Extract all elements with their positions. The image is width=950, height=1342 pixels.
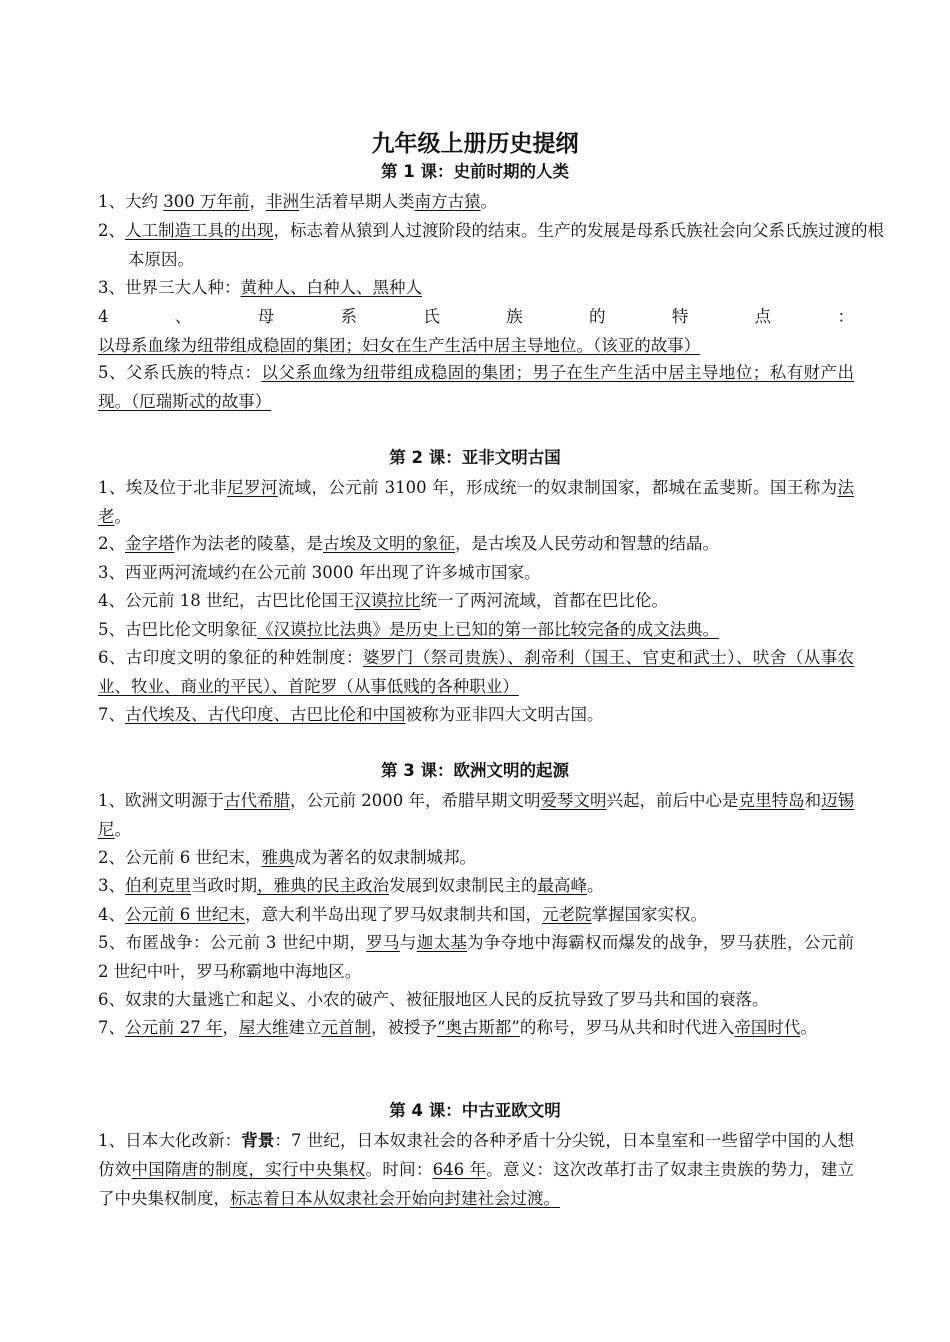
lesson-3-item-4 — [98, 900, 854, 929]
underlined-text: 罗马 — [366, 933, 400, 952]
underlined-text: 屋大维 — [239, 1018, 289, 1037]
text-run: 建立 — [288, 1018, 322, 1037]
text-run: 1、欧洲文明源于 — [98, 791, 225, 810]
lesson-1-item-3 — [98, 273, 854, 302]
lesson-2-heading: 第 2 课：亚非文明古国 — [389, 448, 561, 467]
lesson-4-item-1 — [98, 1126, 854, 1213]
text-run: 与 — [399, 933, 417, 952]
text-run: 和 — [804, 791, 822, 810]
lesson-3-item-6 — [98, 985, 854, 1014]
underlined-text: 非洲 — [266, 192, 299, 211]
underlined-text: 古代埃及、古代印度、古巴比伦和中国 — [125, 705, 406, 724]
underlined-text: 以父系血缘为纽带组成稳固的集团；男子在生产生活中居主导地位；私有财产出现。（厄瑞斯忒的故事） — [98, 363, 855, 411]
text-run: 4、母系氏族的特点： — [98, 307, 854, 326]
lesson-1-item-1 — [98, 187, 854, 216]
underlined-text: 标志着日本从奴隶社会开始向封建社会过渡。 — [230, 1189, 560, 1208]
lesson-1-item-4 — [98, 302, 854, 360]
underlined-text: 法老 — [98, 478, 855, 526]
underlined-text: 爱琴文明 — [540, 791, 607, 810]
underlined-text: 《汉谟拉比法典》是历史上已知的第一部比较完备的成文法典。 — [257, 620, 719, 639]
underlined-text: 古代希腊 — [224, 791, 291, 810]
lesson-1-item-2 — [98, 216, 884, 274]
text-run: 发展到奴隶制民主的 — [389, 876, 538, 895]
text-run: 的称号，罗马从共和时代进入 — [519, 1018, 735, 1037]
lesson-3-item-7 — [98, 1013, 854, 1042]
document-title: 九年级上册历史提纲 — [371, 131, 579, 157]
lesson-3-heading: 第 3 课：欧洲文明的起源 — [381, 761, 569, 780]
text-run: ， — [249, 192, 266, 211]
lesson-2-item-1 — [98, 473, 854, 531]
text-run: 4、公元前 18 世纪，古巴比伦国王 — [98, 591, 355, 610]
underlined-text: 金字塔 — [125, 534, 175, 553]
text-run: 生活着早期人类 — [299, 192, 415, 211]
underlined-text: 汉谟拉比 — [354, 591, 421, 610]
underlined-text: 元老院 — [542, 905, 592, 924]
lesson-3-item-3 — [98, 871, 854, 900]
text-run: 2、 — [98, 534, 125, 553]
text-run: 2、公元前 6 世纪末， — [98, 848, 262, 867]
text-run: 统一了两河流域，首都在巴比伦。 — [420, 591, 668, 610]
text-run: 4、 — [98, 905, 125, 924]
underlined-text: 300 万年前 — [163, 192, 250, 211]
text-run: 。 — [480, 192, 497, 211]
text-run: 流域，公元前 3100 年，形成统一的奴隶制国家，都城在孟斐斯。国王称为 — [277, 478, 838, 497]
underlined-text: 元首制 — [321, 1018, 371, 1037]
underlined-text: 婆罗门（祭司贵族）、刹帝利（国王、官吏和武士）、吠舍（从事农业、牧业、商业的平民）、首陀罗（从事低贱的各种职业） — [98, 648, 855, 696]
bold-text: 背景 — [241, 1131, 275, 1150]
underlined-text: 尼罗河 — [227, 478, 278, 497]
text-run: 3、世界三大人种： — [98, 278, 241, 297]
text-run: 被称为亚非四大文明古国。 — [405, 705, 604, 724]
underlined-text: 迦太基 — [416, 933, 468, 952]
underlined-text: 646 年 — [432, 1160, 487, 1179]
text-run: ，被授予 — [371, 1018, 437, 1037]
text-run: 6、古印度文明的象征的种姓制度： — [98, 648, 363, 667]
underlined-text: 迈锡尼 — [98, 791, 855, 839]
lesson-2-item-5 — [98, 615, 854, 644]
text-run: 1、埃及位于北非 — [98, 478, 228, 497]
text-run: 。 — [800, 1018, 817, 1037]
underlined-text: 雅典 — [261, 848, 295, 867]
text-run: 作为法老的陵墓，是 — [174, 534, 323, 553]
underlined-text: 最高峰 — [537, 876, 587, 895]
underlined-text: 克里特岛 — [738, 791, 805, 810]
text-run: 。 — [587, 876, 604, 895]
text-run: ， — [222, 1018, 239, 1037]
underlined-text: 南方古猿 — [414, 192, 481, 211]
text-run: ，意大利半岛出现了罗马奴隶制共和国， — [245, 905, 542, 924]
text-run: 2、 — [98, 221, 125, 240]
text-run: 。 — [114, 507, 131, 526]
text-run: ：7 世纪，日本奴隶社会的各种矛盾十分尖锐，日本皇室和一些留学中国的人想仿效 — [98, 1131, 854, 1179]
text-run: 当政时期 — [191, 876, 257, 895]
text-run: 1、日本大化改新： — [98, 1131, 242, 1150]
underlined-text: 帝国时代 — [734, 1018, 801, 1037]
underlined-text: 人工制造工具的出现 — [125, 221, 274, 240]
text-run: 兴起，前后中心是 — [606, 791, 739, 810]
text-run: 6、奴隶的大量逃亡和起义、小农的破产、被征服地区人民的反抗导致了罗马共和国的衰落。 — [98, 990, 769, 1009]
text-run: 成为著名的奴隶制城邦。 — [294, 848, 476, 867]
text-run: ，标志着从猿到人过渡阶段的结束。生产的发展是母系氏族社会向父系氏族过渡的根本原因。 — [128, 221, 884, 269]
underlined-text: 古埃及文明的象征 — [323, 534, 455, 553]
underlined-text: 公元前 6 世纪末 — [125, 905, 245, 924]
text-run: 7、 — [98, 1018, 125, 1037]
lesson-1-item-5 — [98, 358, 854, 416]
text-run: 1、大约 — [98, 192, 164, 211]
underlined-text: “奥古斯都” — [437, 1018, 520, 1037]
text-run: 5、布匿战争：公元前 3 世纪中期， — [98, 933, 367, 952]
text-run: 为争夺地中海霸权而爆发的战争，罗马获胜，公元前 2 世纪中叶，罗马称霸地中海地区。 — [98, 933, 855, 981]
text-run: 3、 — [98, 876, 125, 895]
text-run: 7、 — [98, 705, 125, 724]
underlined-text: 公元前 27 年 — [125, 1018, 223, 1037]
underlined-text: 黄种人、白种人、黑种人 — [240, 278, 422, 297]
text-run: 。 — [114, 820, 131, 839]
lesson-3-item-1 — [98, 786, 854, 844]
text-run: ，公元前 2000 年，希腊早期文明 — [290, 791, 541, 810]
text-run: 5、父系氏族的特点： — [98, 363, 262, 382]
underlined-text: ，雅典的民主政治 — [257, 876, 389, 895]
lesson-3-item-2 — [98, 843, 854, 872]
text-run: 掌握国家实权。 — [591, 905, 707, 924]
lesson-1-heading: 第 1 课：史前时期的人类 — [381, 162, 569, 181]
text-run: 3、西亚两河流域约在公元前 3000 年出现了许多城市国家。 — [98, 563, 541, 582]
underlined-text: 伯利克里 — [125, 876, 191, 895]
underlined-text: 以母系血缘为纽带组成稳固的集团；妇女在生产生活中居主导地位。（该亚的故事） — [98, 336, 701, 355]
lesson-2-item-3 — [98, 558, 854, 587]
lesson-4-heading: 第 4 课：中古亚欧文明 — [389, 1101, 561, 1120]
text-run: 。时间： — [365, 1160, 433, 1179]
text-run: 。意义：这次改革打击了奴隶主贵族的势力，建立了中央集权制度， — [98, 1160, 855, 1208]
text-run: ，是古埃及人民劳动和智慧的结晶。 — [455, 534, 719, 553]
lesson-2-item-7 — [98, 700, 854, 729]
text-run: 5、古巴比伦文明象征 — [98, 620, 257, 639]
underlined-text: 中国隋唐的制度，实行中央集权 — [131, 1160, 366, 1179]
lesson-2-item-2 — [98, 529, 854, 558]
lesson-2-item-6 — [98, 643, 854, 701]
lesson-2-item-4 — [98, 586, 854, 615]
lesson-3-item-5 — [98, 928, 854, 986]
